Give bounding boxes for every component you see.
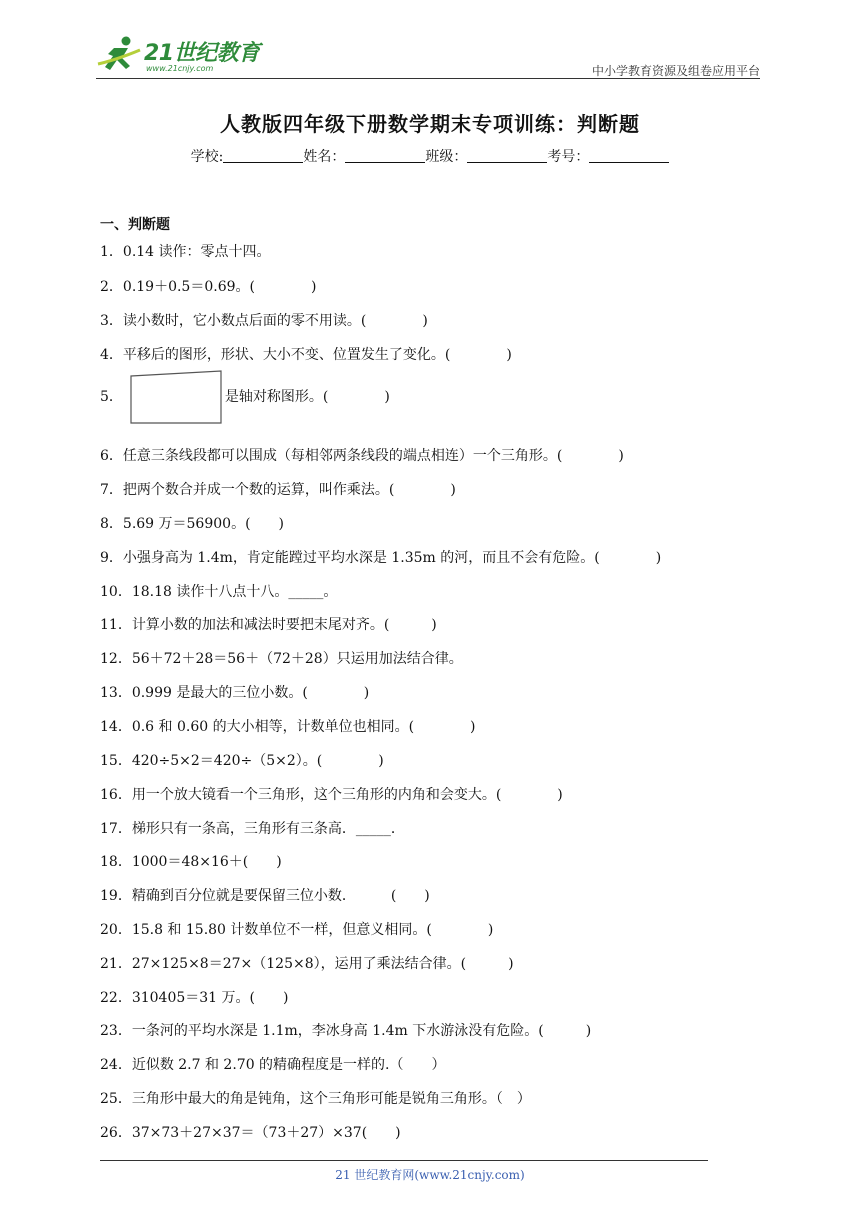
platform-name: 中小学教育资源及组卷应用平台 — [591, 64, 760, 78]
question-13: 13．0.999 是最大的三位小数。( ) — [100, 685, 370, 701]
question-12: 12．56＋72＋28＝56＋（72＋28）只运用加法结合律。 — [100, 651, 463, 667]
question-3: 3．读小数时，它小数点后面的零不用读。( ) — [100, 313, 428, 329]
quadrilateral-figure — [129, 370, 223, 424]
logo-text: 21世纪教育 — [144, 41, 260, 66]
question-6: 6．任意三条线段都可以围成（每相邻两条线段的端点相连）一个三角形。( ) — [100, 448, 624, 464]
page-title: 人教版四年级下册数学期末专项训练：判断题 — [220, 112, 640, 136]
question-25: 25．三角形中最大的角是钝角，这个三角形可能是锐角三角形。（ ） — [100, 1091, 531, 1107]
question-19: 19．精确到百分位就是要保留三位小数． ( ) — [100, 888, 430, 904]
page-footer: 21 世纪教育网(www.21cnjy.com) — [335, 1168, 525, 1182]
question-10: 10．18.18 读作十八点十八。_____。 — [100, 584, 338, 600]
question-18: 18．1000＝48×16＋( ) — [100, 854, 282, 870]
question-5 — [100, 370, 390, 424]
question-15: 15．420÷5×2＝420÷（5×2）。( ) — [100, 753, 384, 769]
question-16: 16．用一个放大镜看一个三角形，这个三角形的内角和会变大。( ) — [100, 787, 563, 803]
footer-divider — [100, 1160, 708, 1161]
student-info-line — [0, 146, 860, 166]
exam-no-blank — [589, 148, 669, 163]
name-blank — [345, 148, 425, 163]
class-blank — [467, 148, 547, 163]
class-label: 班级： — [425, 149, 468, 165]
page-header — [96, 30, 760, 78]
question-22: 22．310405＝31 万。( ) — [100, 990, 289, 1006]
logo-url: www.21cnjy.com — [146, 64, 214, 73]
question-24: 24．近似数 2.7 和 2.70 的精确程度是一样的.（ ） — [100, 1057, 446, 1073]
name-label: 姓名： — [303, 149, 346, 165]
question-11: 11．计算小数的加法和减法时要把末尾对齐。( ) — [100, 617, 437, 633]
school-blank — [223, 148, 303, 163]
school-label: 学校: — [190, 149, 224, 165]
question-23: 23．一条河的平均水深是 1.1m，李冰身高 1.4m 下水游泳没有危险。( ) — [100, 1023, 592, 1039]
question-9: 9．小强身高为 1.4m，肯定能蹚过平均水深是 1.35m 的河，而且不会有危险。( ) — [100, 550, 662, 566]
section-heading: 一、判断题 — [100, 217, 170, 233]
question-8: 8．5.69 万＝56900。( ) — [100, 516, 284, 532]
site-logo — [96, 34, 266, 74]
question-26: 26．37×73＋27×37＝（73＋27）×37( ) — [100, 1125, 401, 1141]
exam-no-label: 考号： — [547, 149, 590, 165]
header-divider — [96, 78, 760, 79]
question-2: 2．0.19＋0.5＝0.69。( ) — [100, 279, 317, 295]
question-20: 20．15.8 和 15.80 计数单位不一样，但意义相同。( ) — [100, 922, 494, 938]
question-21: 21．27×125×8＝27×（125×8），运用了乘法结合律。( ) — [100, 956, 514, 972]
question-7: 7．把两个数合并成一个数的运算，叫作乘法。( ) — [100, 482, 456, 498]
question-4: 4．平移后的图形，形状、大小不变、位置发生了变化。( ) — [100, 347, 512, 363]
question-5-number: 5． — [100, 389, 123, 405]
running-man-icon — [96, 34, 142, 74]
question-5-text: 是轴对称图形。( ) — [224, 389, 390, 405]
question-14: 14．0.6 和 0.60 的大小相等，计数单位也相同。( ) — [100, 719, 476, 735]
question-1: 1．0.14 读作：零点十四。 — [100, 244, 271, 260]
question-17: 17．梯形只有一条高，三角形有三条高．_____． — [100, 821, 405, 837]
